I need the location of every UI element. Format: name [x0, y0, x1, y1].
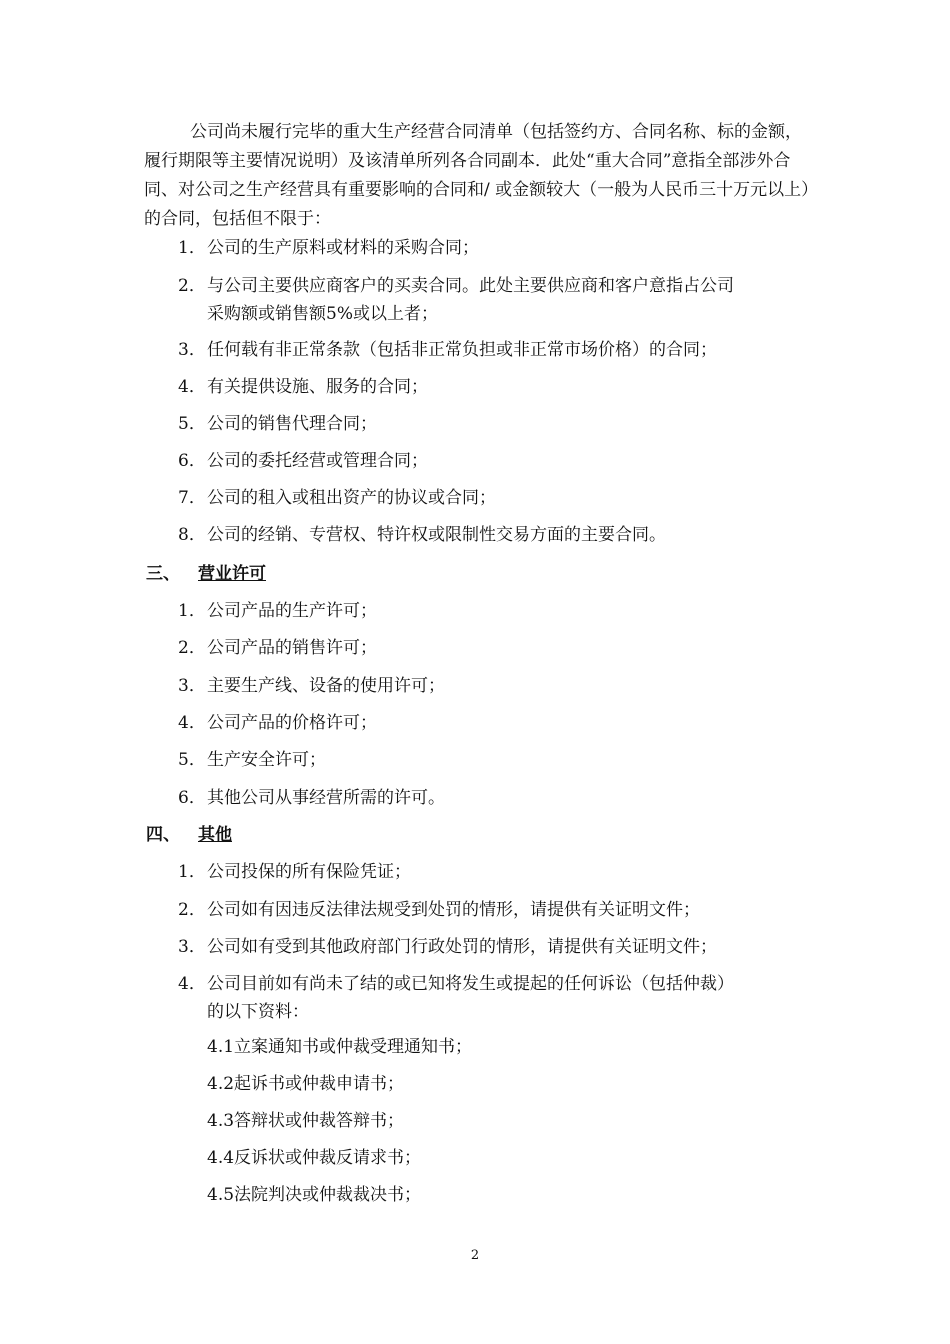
list-item: 2．公司产品的销售许可；	[178, 638, 377, 658]
list-item: 3．主要生产线、设备的使用许可；	[178, 676, 445, 696]
sub-list-item: 4.2起诉书或仲裁申请书；	[207, 1074, 405, 1094]
section-heading-4: 四、 其他	[146, 825, 232, 845]
list-item: 3．任何载有非正常条款（包括非正常负担或非正常市场价格）的合同；	[178, 340, 717, 360]
sub-list-item: 4.3答辩状或仲裁答辩书；	[207, 1111, 405, 1131]
list-item: 2．公司如有因违反法律法规受到处罚的情形，请提供有关证明文件；	[178, 900, 700, 920]
list-item: 1．公司产品的生产许可；	[178, 601, 377, 621]
list-item: 4．公司目前如有尚未了结的或已知将发生或提起的任何诉讼（包括仲裁） 的以下资料：	[178, 974, 734, 1022]
list-item: 6．其他公司从事经营所需的许可。	[178, 788, 445, 808]
sub-list-item: 4.1立案通知书或仲裁受理通知书；	[207, 1037, 473, 1057]
intro-text: 公司尚未履行完毕的重大生产经营合同清单（包括签约方、合同名称、标的金额，履行期限等主要情况说明）及该清单所列各合同副本．此处“重大合同”意指全部涉外合同、对公司之生产经营具有重要影响的合同和/ 或金额较大（一般为人民币三十万元以上）的合同，包括但不限于：	[144, 122, 810, 229]
list-item: 2．与公司主要供应商客户的买卖合同。此处主要供应商和客户意指占公司 采购额或销售额5%或以上者；	[178, 276, 734, 324]
section-heading-3: 三、 营业许可	[146, 564, 266, 584]
page-number: 2	[470, 1248, 480, 1263]
sub-list-item: 4.5法院判决或仲裁裁决书；	[207, 1185, 422, 1205]
list-item: 6．公司的委托经营或管理合同；	[178, 451, 428, 471]
list-item: 1．公司的生产原料或材料的采购合同；	[178, 238, 479, 258]
list-item: 5．公司的销售代理合同；	[178, 414, 377, 434]
list-item: 4．公司产品的价格许可；	[178, 713, 377, 733]
list-item: 1．公司投保的所有保险凭证；	[178, 862, 411, 882]
list-item: 8．公司的经销、专营权、特许权或限制性交易方面的主要合同。	[178, 525, 666, 545]
list-item: 3．公司如有受到其他政府部门行政处罚的情形，请提供有关证明文件；	[178, 937, 717, 957]
list-item: 4．有关提供设施、服务的合同；	[178, 377, 428, 397]
sub-list-item: 4.4反诉状或仲裁反请求书；	[207, 1148, 422, 1168]
intro-paragraph	[144, 118, 812, 234]
list-item: 5．生产安全许可；	[178, 750, 326, 770]
list-item: 7．公司的租入或租出资产的协议或合同；	[178, 488, 496, 508]
